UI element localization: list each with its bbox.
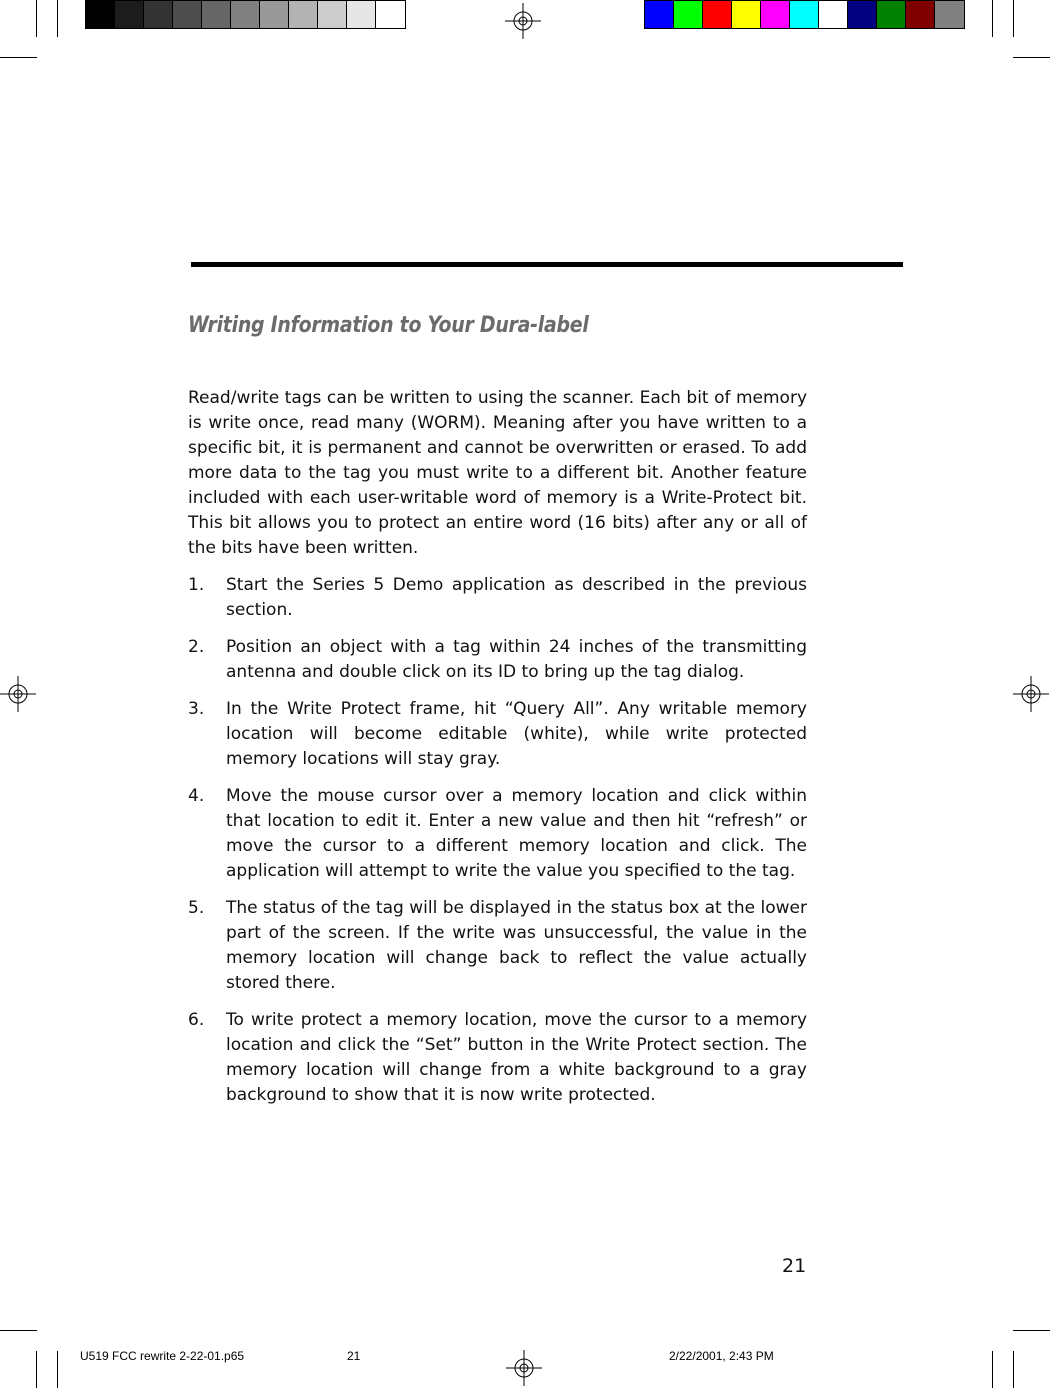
color-swatch: [260, 1, 289, 28]
color-swatch: [289, 1, 318, 28]
color-swatch: [347, 1, 376, 28]
color-swatch: [645, 1, 674, 28]
color-swatch: [173, 1, 202, 28]
color-swatch: [732, 1, 761, 28]
page-number: 21: [782, 1255, 807, 1277]
crop-mark: [0, 1330, 37, 1331]
steps-list: [188, 573, 807, 1108]
color-swatch: [935, 1, 964, 28]
list-item: [188, 784, 807, 884]
step-number: 6.: [188, 1010, 205, 1030]
color-swatch: [202, 1, 231, 28]
list-item: [188, 896, 807, 996]
step-text: In the Write Protect frame, hit “Query All”. Any writable memory location will become editable (white), while write protected memory locations will stay gray.: [226, 699, 807, 769]
color-swatch: [86, 1, 115, 28]
color-swatch: [144, 1, 173, 28]
registration-mark-top: [505, 3, 541, 39]
color-swatch: [819, 1, 848, 28]
step-number: 5.: [188, 898, 205, 918]
intro-paragraph: Read/write tags can be written to using the scanner. Each bit of memory is write once, read many (WORM). Meaning after you have written to a specific bit, it is permanent and cannot be overwritten or erased. To add more data to the tag you must write to a different bit. Another feature included with each user-writable word of memory is a Write-Protect bit. This bit allows you to protect an entire word (16 bits) after any or all of the bits have been written.: [188, 388, 807, 558]
step-text: The status of the tag will be displayed in the status box at the lower part of the screen. If the write was unsuccessful, the value in the memory location will change back to reflect the value actually stored there.: [226, 898, 807, 993]
color-calibration-bar: [644, 0, 965, 29]
step-number: 3.: [188, 699, 205, 719]
registration-mark-bottom: [506, 1350, 542, 1386]
step-number: 4.: [188, 786, 205, 806]
color-swatch: [231, 1, 260, 28]
crop-mark: [992, 1351, 993, 1388]
crop-mark: [1013, 1351, 1014, 1388]
step-text: To write protect a memory location, move the cursor to a memory location and click the “Set” button in the Write Protect section. The memory location will change from a white background to a gray background to show that it is now write protected.: [226, 1010, 807, 1105]
step-text: Move the mouse cursor over a memory location and click within that location to edit it. Enter a new value and then hit “refresh” or move the cursor to a different memory location and click. The application will attempt to write the value you specified to the tag.: [226, 786, 807, 881]
list-item: [188, 635, 807, 685]
grayscale-calibration-bar: [85, 0, 406, 29]
crop-mark: [36, 0, 37, 37]
color-swatch: [376, 1, 405, 28]
list-item: [188, 1008, 807, 1108]
crop-mark: [1013, 0, 1014, 37]
color-swatch: [703, 1, 732, 28]
page-content: [188, 386, 807, 1120]
crop-mark: [1013, 57, 1050, 58]
color-swatch: [761, 1, 790, 28]
registration-mark-left: [0, 676, 36, 712]
color-swatch: [790, 1, 819, 28]
crop-mark: [36, 1351, 37, 1388]
crop-mark: [57, 1351, 58, 1388]
slug-timestamp: 2/22/2001, 2:43 PM: [669, 1349, 774, 1363]
color-swatch: [848, 1, 877, 28]
list-item: [188, 697, 807, 772]
heading-rule: [191, 262, 903, 267]
crop-mark: [1013, 1330, 1050, 1331]
color-swatch: [877, 1, 906, 28]
color-swatch: [906, 1, 935, 28]
slug-filename: U519 FCC rewrite 2-22-01.p65: [80, 1349, 245, 1363]
crop-mark: [0, 57, 37, 58]
slug-page: 21: [347, 1349, 361, 1363]
page-title: Writing Information to Your Dura-label: [188, 313, 589, 338]
color-swatch: [115, 1, 144, 28]
step-number: 2.: [188, 637, 205, 657]
list-item: [188, 573, 807, 623]
step-text: Start the Series 5 Demo application as described in the previous section.: [226, 575, 807, 620]
color-swatch: [318, 1, 347, 28]
step-text: Position an object with a tag within 24 inches of the transmitting antenna and double click on its ID to bring up the tag dialog.: [226, 637, 807, 682]
step-number: 1.: [188, 575, 205, 595]
registration-mark-right: [1013, 676, 1049, 712]
crop-mark: [57, 0, 58, 37]
color-swatch: [674, 1, 703, 28]
crop-mark: [992, 0, 993, 37]
